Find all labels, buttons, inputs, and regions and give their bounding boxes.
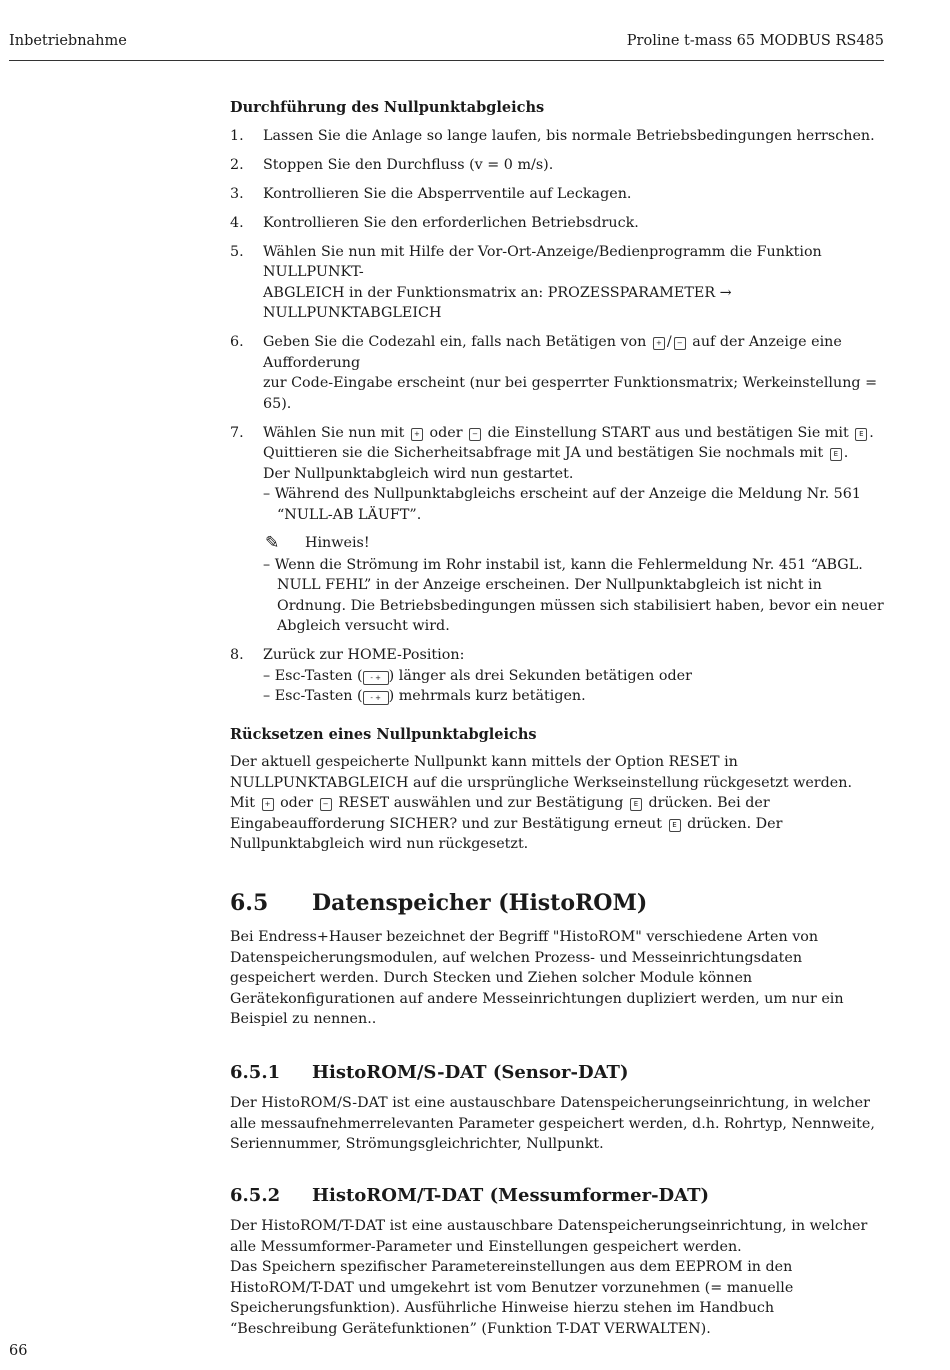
- enter-key-icon: E: [630, 798, 642, 811]
- minus-key-icon: −: [469, 428, 481, 441]
- step-item: [230, 332, 886, 414]
- dash-item: – Esc-Tasten (: [263, 688, 363, 704]
- paragraph: Das Speichern spezifischer Parametereinstellungen aus dem EEPROM in den HistoROM/T-DAT und umgekehrt ist vom Benutzer vorzunehmen (= manuelle Speicherungsfunktion). Ausführliche Hinweise hierzu stehen im Handbuch “Beschreibung Gerätefunktionen” (Funktion T-DAT VERWALTEN).: [230, 1259, 794, 1337]
- pencil-note-icon: ✎: [265, 533, 280, 553]
- step-text: zur Code-Eingabe erscheint (nur bei gesperrter Funktionsmatrix; Werkeinstellung = 65).: [263, 375, 878, 412]
- step-number: 7.: [230, 424, 244, 441]
- section-heading-6-5-2: [230, 1186, 886, 1207]
- step-text: Wählen Sie nun mit Hilfe der Vor-Ort-Anzeige/Bedienprogramm die Funktion NULLPUNKT-: [263, 243, 822, 280]
- section-heading-6-5: [230, 889, 886, 916]
- plus-key-icon: +: [653, 337, 665, 350]
- step-number: 5.: [230, 243, 244, 260]
- step-text: Wählen Sie nun mit: [263, 424, 405, 441]
- dash-item: – Wenn die Strömung im Rohr instabil ist, kann die Fehlermeldung Nr. 451 “ABGL. NULL FEHL” in der Anzeige erscheinen. Der Nullpunktabgleich ist nicht in Ordnung. Die Betriebsbedingungen müssen sich stabilisiert haben, bevor ein neuer Abgleich versucht wird.: [263, 556, 884, 634]
- enter-key-icon: E: [669, 819, 681, 832]
- step-item: [230, 645, 886, 707]
- section-title: HistoROM/S-DAT (Sensor-DAT): [312, 1061, 629, 1083]
- plus-key-icon: +: [411, 428, 423, 441]
- header-rule: [9, 60, 884, 61]
- step-text: Der Nullpunktabgleich wird nun gestartet.: [263, 465, 574, 482]
- enter-key-icon: E: [830, 448, 842, 461]
- plus-key-icon: +: [262, 798, 274, 811]
- step-text: Stoppen Sie den Durchfluss (v = 0 m/s).: [263, 156, 554, 173]
- step-number: 3.: [230, 185, 244, 202]
- step-number: 1.: [230, 127, 244, 144]
- step-number: 8.: [230, 647, 244, 663]
- step-item: [230, 242, 886, 324]
- step-item: [230, 184, 886, 205]
- step-text: Geben Sie die Codezahl ein, falls nach Betätigen von: [263, 334, 647, 350]
- page-number: 66: [9, 1343, 28, 1359]
- note-label: Hinweis!: [305, 535, 370, 551]
- dash-item: – Während des Nullpunktabgleichs erscheint auf der Anzeige die Meldung Nr. 561 “NULL-AB LÄUFT”.: [263, 486, 861, 523]
- running-header-title: Proline t-mass 65 MODBUS RS485: [626, 33, 884, 49]
- dash-item: – Esc-Tasten (: [263, 667, 363, 684]
- subheading-zero-adjust: Durchführung des Nullpunktabgleichs: [230, 99, 545, 116]
- running-header-section: Inbetriebnahme: [9, 33, 127, 49]
- step-number: 6.: [230, 334, 244, 350]
- step-item: [230, 213, 886, 234]
- section-number: 6.5.1: [230, 1061, 281, 1083]
- paragraph: Bei Endress+Hauser bezeichnet der Begriff "HistoROM" verschiedene Arten von Datenspeicherungsmodulen, auf welchen Prozess- und Messeinrichtungsdaten gespeichert werden. Durch Stecken und Ziehen solcher Module können Gerätekonfigurationen auf andere Messeinrichtungen dupliziert werden, um nur ein Beispiel zu nennen..: [230, 929, 844, 1027]
- section-number: 6.5: [230, 889, 269, 916]
- note-line: [263, 533, 886, 554]
- section-heading-6-5-1: [230, 1063, 886, 1084]
- esc-keys-icon: - +: [363, 691, 389, 705]
- dash-item: ) mehrmals kurz betätigen.: [388, 688, 586, 704]
- section-title: Datenspeicher (HistoROM): [312, 889, 648, 916]
- page-content: [230, 98, 886, 1339]
- step-text: Lassen Sie die Anlage so lange laufen, bis normale Betriebsbedingungen herrschen.: [263, 127, 875, 144]
- step-text: die Einstellung START aus und bestätigen Sie mit: [487, 424, 849, 441]
- minus-key-icon: −: [674, 337, 686, 350]
- dash-item: ) länger als drei Sekunden betätigen oder: [388, 667, 692, 684]
- paragraph: Der HistoROM/S-DAT ist eine austauschbare Datenspeicherungseinrichtung, in welcher alle messaufnehmerrelevanten Parameter gespeichert werden, d.h. Rohrtyp, Nennweite, Seriennummer, Strömungsgleichrichter, Nullpunkt.: [230, 1095, 875, 1152]
- paragraph: Mit + oder − RESET auswählen und zur Bestätigung E drücken. Bei der Eingabeaufforderung SICHER? und zur Bestätigung erneut E drücken. Der Nullpunktabgleich wird nun rückgesetzt.: [230, 795, 783, 852]
- section-number: 6.5.2: [230, 1184, 281, 1206]
- enter-key-icon: E: [855, 428, 867, 441]
- step-item: 7. Wählen Sie nun mit + oder − die Einstellung START aus und bestätigen Sie mit E . Quittieren sie die Sicherheitsabfrage mit JA und bestätigen Sie nochmals mit E . Der Nullpunktabgleich wird nun gestartet. – Während des Nullpunktabgleichs erscheint auf der Anzeige die Meldung Nr. 561 “NULL-AB LÄUFT”. ✎ Hinweis! – Wenn die Strömung im Rohr instabil ist, kann die Fehlermeldung Nr. 451 “ABGL. NULL FEHL” in der Anzeige erscheinen. Der Nullpunktabgleich ist nicht in Ordnung. Die Betriebsbedingungen müssen sich stabilisiert haben, bevor ein neuer Abgleich versucht wird.: [230, 423, 886, 637]
- step-item: [230, 126, 886, 147]
- step-text: Quittieren sie die Sicherheitsabfrage mit JA und bestätigen Sie nochmals mit: [263, 445, 824, 461]
- paragraph: Der HistoROM/T-DAT ist eine austauschbare Datenspeicherungseinrichtung, in welcher alle Messumformer-Parameter und Einstellungen gespeichert werden.: [230, 1218, 868, 1255]
- step-text: ABGLEICH in der Funktionsmatrix an: PROZESSPARAMETER → NULLPUNKTABGLEICH: [263, 284, 732, 321]
- key-separator: /: [666, 334, 672, 350]
- step-number: 4.: [230, 214, 244, 231]
- step-text: Kontrollieren Sie den erforderlichen Betriebsdruck.: [263, 214, 639, 231]
- step-text: Zurück zur HOME-Position:: [263, 647, 465, 663]
- section-title: HistoROM/T-DAT (Messumformer-DAT): [312, 1184, 710, 1206]
- step-item: [230, 155, 886, 176]
- step-text: auf der Anzeige eine Aufforderung: [263, 334, 842, 371]
- step-list: [230, 126, 886, 707]
- step-text: Kontrollieren Sie die Absperrventile auf Leckagen.: [263, 185, 632, 202]
- paragraph: Der aktuell gespeicherte Nullpunkt kann mittels der Option RESET in NULLPUNKTABGLEICH auf die ursprüngliche Werkseinstellung rückgesetzt werden.: [230, 754, 853, 791]
- subheading-reset: Rücksetzen eines Nullpunktabgleichs: [230, 725, 537, 743]
- step-number: 2.: [230, 156, 244, 173]
- step-text: oder: [429, 424, 463, 441]
- esc-keys-icon: - +: [363, 671, 389, 685]
- minus-key-icon: −: [320, 798, 332, 811]
